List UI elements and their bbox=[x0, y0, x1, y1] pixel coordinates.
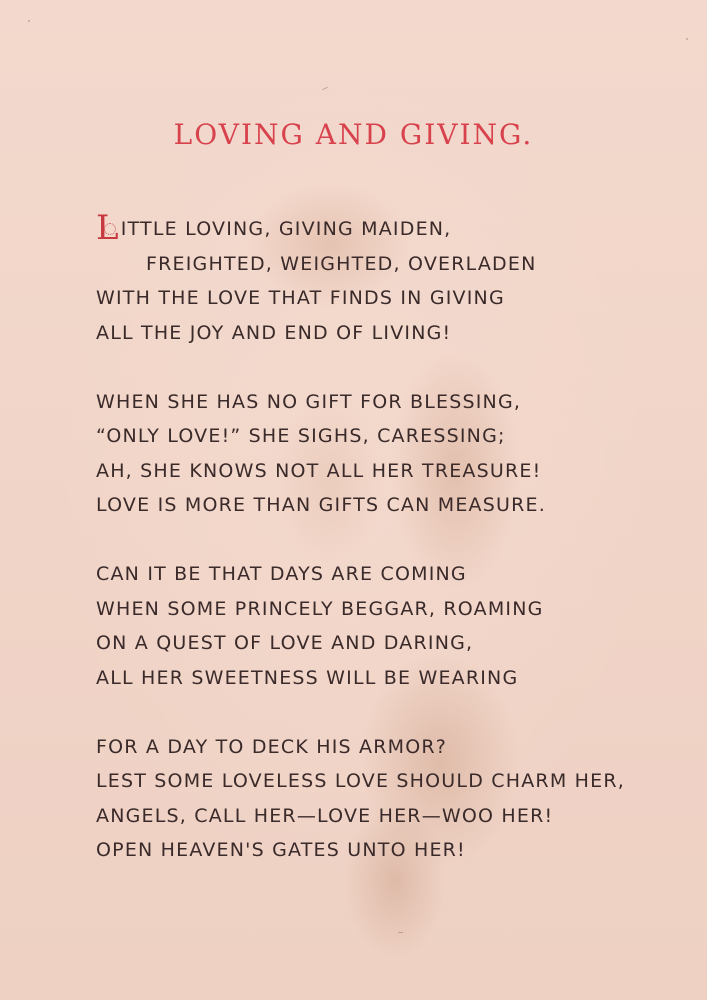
poem-line: WHEN SHE HAS NO GIFT FOR BLESSING, bbox=[96, 390, 522, 413]
poem-line: WHEN SOME PRINCELY BEGGAR, ROAMING bbox=[96, 597, 544, 620]
poem-line: FREIGHTED, WEIGHTED, OVERLADEN bbox=[146, 252, 537, 275]
poem-line: FOR A DAY TO DECK HIS ARMOR? bbox=[96, 735, 448, 758]
poem-body bbox=[96, 208, 676, 902]
poem-line: OPEN HEAVEN'S GATES UNTO HER! bbox=[96, 839, 466, 861]
poem-line: ALL THE JOY AND END OF LIVING! bbox=[96, 321, 452, 344]
stanza-2 bbox=[96, 385, 676, 523]
drop-cap-letter: L bbox=[96, 208, 120, 248]
drop-cap-ornament-icon bbox=[104, 223, 116, 235]
poem-line: CAN IT BE THAT DAYS ARE COMING bbox=[96, 563, 467, 585]
poem-line: ON A QUEST OF LOVE AND DARING, bbox=[96, 632, 474, 654]
poem-line: LOVE IS MORE THAN GIFTS CAN MEASURE. bbox=[96, 494, 546, 516]
poem-line: LEST SOME LOVELESS LOVE SHOULD CHARM HER, bbox=[96, 770, 625, 792]
poem-line: “ONLY LOVE!” SHE SIGHS, CARESSING; bbox=[96, 425, 506, 447]
stanza-1 bbox=[96, 208, 676, 350]
poem-line: LITTLE LOVING, GIVING MAIDEN, bbox=[96, 208, 452, 248]
poem-line: ALL HER SWEETNESS WILL BE WEARING bbox=[96, 666, 519, 689]
stanza-4 bbox=[96, 730, 676, 868]
poem-line: WITH THE LOVE THAT FINDS IN GIVING bbox=[96, 287, 505, 309]
stanza-3 bbox=[96, 557, 676, 695]
poem-line: ANGELS, CALL HER—LOVE HER—WOO HER! bbox=[96, 804, 554, 827]
poem-title: LOVING AND GIVING. bbox=[173, 118, 534, 151]
poem-line: AH, SHE KNOWS NOT ALL HER TREASURE! bbox=[96, 459, 542, 482]
